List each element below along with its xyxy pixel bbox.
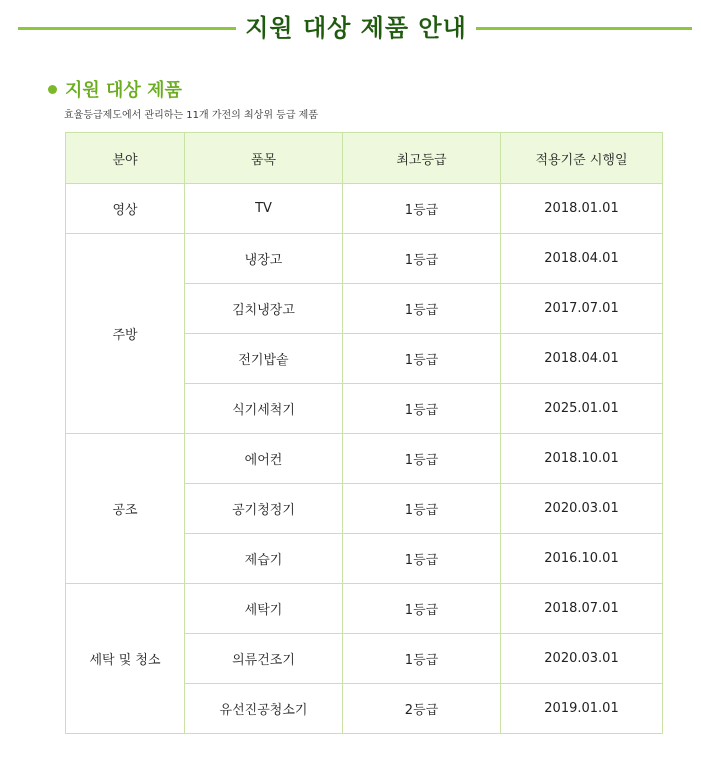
section-title: 지원 대상 제품 [65,80,182,101]
date-cell: 2018.04.01 [501,234,663,284]
grade-cell: 1등급 [343,284,501,334]
date-cell: 2019.01.01 [501,684,663,734]
product-cell: 유선진공청소기 [185,684,343,734]
header-product: 품목 [185,133,343,184]
grade-cell: 1등급 [343,634,501,684]
table-header-row [66,133,663,184]
date-cell: 2017.07.01 [501,284,663,334]
bullet-dot-icon [48,85,57,94]
category-cell: 세탁 및 청소 [66,584,185,734]
product-cell: 공기청정기 [185,484,343,534]
product-cell: 의류건조기 [185,634,343,684]
grade-cell: 1등급 [343,434,501,484]
table-row [66,184,663,234]
table-row [66,434,663,484]
category-cell: 공조 [66,434,185,584]
date-cell: 2020.03.01 [501,484,663,534]
section-description: 효율등급제도에서 관리하는 11개 가전의 최상위 등급 제품 [64,110,318,121]
product-cell: 세탁기 [185,584,343,634]
category-cell: 영상 [66,184,185,234]
product-cell: TV [185,184,343,234]
date-cell: 2018.01.01 [501,184,663,234]
grade-cell: 1등급 [343,184,501,234]
header-grade: 최고등급 [343,133,501,184]
page-title: 지원 대상 제품 안내 [245,14,467,42]
grade-cell: 1등급 [343,534,501,584]
product-cell: 전기밥솥 [185,334,343,384]
page-title-bar [0,0,701,56]
date-cell: 2016.10.01 [501,534,663,584]
grade-cell: 2등급 [343,684,501,734]
table-row [66,234,663,284]
date-cell: 2020.03.01 [501,634,663,684]
product-table [65,132,663,734]
grade-cell: 1등급 [343,234,501,284]
table-row [66,584,663,634]
date-cell: 2018.07.01 [501,584,663,634]
date-cell: 2018.04.01 [501,334,663,384]
product-cell: 냉장고 [185,234,343,284]
category-cell: 주방 [66,234,185,434]
product-cell: 에어컨 [185,434,343,484]
section-heading [48,76,182,102]
grade-cell: 1등급 [343,334,501,384]
date-cell: 2018.10.01 [501,434,663,484]
product-cell: 식기세척기 [185,384,343,434]
title-divider-right [476,27,692,30]
header-category: 분야 [66,133,185,184]
grade-cell: 1등급 [343,584,501,634]
grade-cell: 1등급 [343,384,501,434]
header-date: 적용기준 시행일 [501,133,663,184]
title-divider-left [18,27,236,30]
product-cell: 김치냉장고 [185,284,343,334]
product-cell: 제습기 [185,534,343,584]
date-cell: 2025.01.01 [501,384,663,434]
grade-cell: 1등급 [343,484,501,534]
